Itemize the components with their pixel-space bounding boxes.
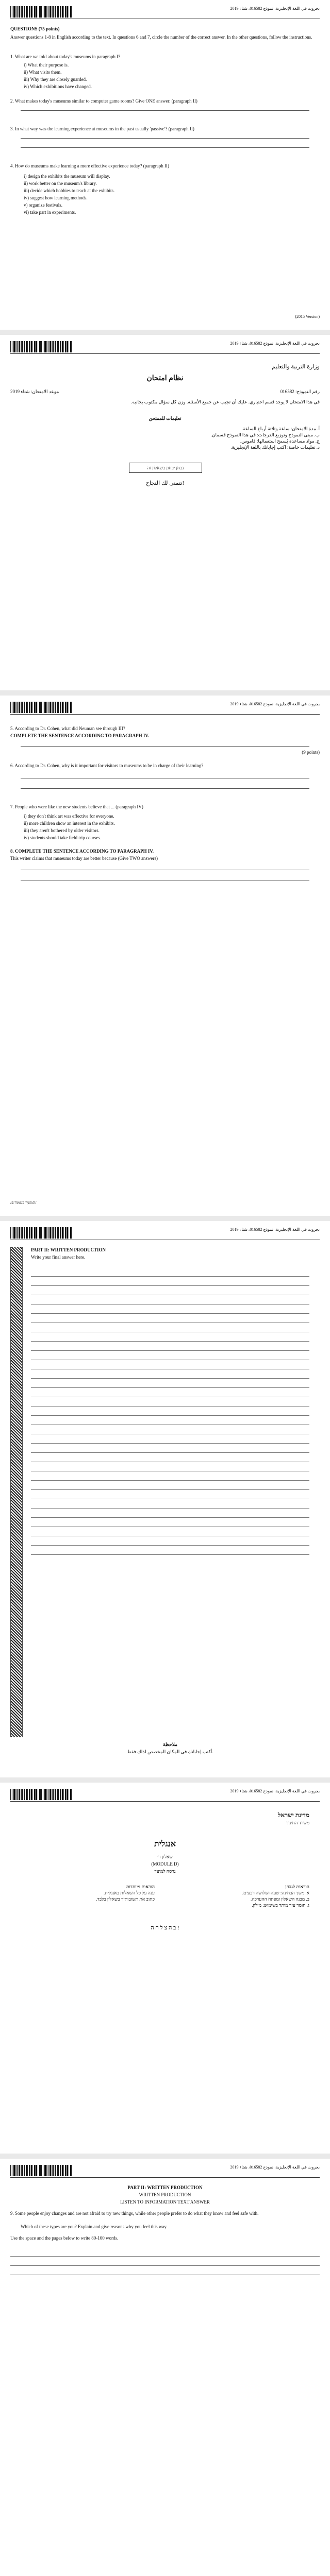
answer-line[interactable] [21, 147, 309, 148]
instruction-list [10, 426, 320, 450]
question-7-options [10, 812, 320, 842]
page-gap [0, 1216, 330, 1221]
writing-lines[interactable] [10, 2247, 320, 2278]
page-subtitle: Write your final answer here. [31, 1255, 86, 1260]
question-4: 4. How do museums make learning a more effective experience today? (paragraph II) [10, 163, 169, 168]
page-header [10, 1227, 320, 1241]
option[interactable]: iii) decide which hobbies to teach at the exhibits. [24, 188, 115, 193]
header-rule [10, 1801, 320, 1802]
option[interactable]: i) they don't think art was effective for everyone. [24, 814, 114, 819]
question-4-options [10, 172, 320, 216]
question-1: 1. What are we told about today's museums in paragraph I? [10, 54, 121, 59]
header-rule [10, 353, 320, 354]
page-gap [0, 1777, 330, 1783]
header-text: بجروت في اللغة الإنجليزية، نموذج 016582، شتاء 2019 [230, 1789, 320, 1793]
note-text: أكتب إجاباتك في المكان المخصص لذلك فقط. [127, 1749, 213, 1754]
exam-page-1 [0, 0, 330, 330]
answer-line[interactable] [21, 788, 309, 789]
ministry-name: משרד החינוך [286, 1820, 309, 1825]
form-label: שאלון ד׳ [157, 1854, 173, 1859]
notes-heading: הוראות לנבחן [285, 1884, 309, 1889]
page-gap [0, 2154, 330, 2159]
header-text: بجروت في اللغة الإنجليزية، نموذج 016582، شتاء 2019 [230, 341, 320, 346]
page-footer: /המשך בעמוד 4/ [10, 1200, 37, 1205]
question-2: 2. What makes today's museums similar to computer game rooms? Give ONE answer. (paragraph II) [10, 98, 197, 104]
barcode-icon [10, 341, 72, 352]
header-text: بجروت في اللغة الإنجليزية، نموذج 016582، شتاء 2019 [230, 6, 320, 11]
option[interactable]: v) organize festivals. [24, 202, 63, 208]
question-1-options [10, 61, 320, 91]
question-8: 8. COMPLETE THE SENTENCE ACCORDING TO PARAGRAPH IV. [10, 849, 154, 854]
exam-meta-date: موعد الامتحان: شتاء 2019 [10, 389, 59, 394]
header-text: بجروت في اللغة الإنجليزية، نموذج 016582، شتاء 2019 [230, 1227, 320, 1232]
question-7: 7. People who were like the new students believe that ... (paragraph IV) [10, 804, 143, 809]
option[interactable]: i) design the exhibits the museum will display. [24, 174, 110, 179]
barcode-icon [10, 1789, 72, 1800]
option[interactable]: iii) Why they are closely guarded. [24, 77, 87, 82]
page-gap [0, 330, 330, 335]
margin-pattern [10, 1247, 23, 1737]
question-3: 3. In what way was the learning experience at museums in the past usually 'passive'? (paragraph II) [10, 126, 194, 131]
question-6: 6. According to Dr. Cohen, why is it important for visitors to museums to be in charge of their learning? [10, 763, 204, 768]
notes-heading: הוראות מיוחדות [126, 1884, 155, 1889]
writing-lines[interactable] [31, 1267, 309, 1556]
instruction-item: أ. مدة الامتحان: ساعة وثلاثة أرباع الساعة. [241, 426, 320, 431]
page-header [10, 2165, 320, 2178]
exam-page-3 [0, 696, 330, 1216]
header-rule [10, 2177, 320, 2178]
option[interactable]: iv) Which exhibitions have changed. [24, 84, 92, 89]
instruction-item: د. تعليمات خاصة: اكتب إجاباتك باللغة الإنجليزية. [230, 445, 320, 450]
exam-page-4 [0, 1221, 330, 1777]
question-5-instruction: COMPLETE THE SENTENCE ACCORDING TO PARAGRAPH IV. [10, 733, 149, 738]
option[interactable]: iv) suggest how learning methods. [24, 195, 88, 200]
intro-text: Answer questions 1-8 in English according to the text. In questions 6 and 7, circle the number of the correct answer. In the other questions, follow the instructions. [10, 35, 312, 40]
notes-item: א. משך הבחינה: שעה ושלושה רבעים. [242, 1890, 309, 1895]
option[interactable]: vi) take part in experiments. [24, 210, 76, 215]
question-9-prompt: Which of these types are you? Explain and give reasons why you feel this way. [21, 2224, 168, 2229]
header-text: بجروت في اللغة الإنجليزية، نموذج 016582، شتاء 2019 [230, 702, 320, 706]
exam-page-2 [0, 335, 330, 690]
page-title: PART II: WRITTEN PRODUCTION [31, 1247, 106, 1252]
task-heading: LISTEN TO INFORMATION TEXT ANSWER [120, 2199, 210, 2205]
points: (9 points) [302, 750, 320, 755]
country-name: מדינת ישראל [277, 1811, 309, 1819]
barcode-icon [10, 702, 72, 713]
form-code: (MODULE D) [151, 1861, 179, 1867]
option[interactable]: iii) they aren't bothered by older visitors. [24, 828, 100, 833]
notice-stamp: נבחן יבחון בשאלון זה [129, 463, 202, 473]
notes-item: ענה על כל השאלות באנגלית. [103, 1890, 155, 1895]
good-luck: ב ה צ ל ח ה ! [151, 1925, 179, 1931]
question-9: 9. Some people enjoy changes and are not afraid to try new things, while other people prefer to do what they know and feel safe with. [10, 2211, 259, 2216]
header-text: بجروت في اللغة الإنجليزية، نموذج 016582، شتاء 2019 [230, 2165, 320, 2170]
answer-line[interactable] [21, 138, 309, 139]
question-8-text: This writer claims that museums today are better because (Give TWO answers) [10, 856, 158, 861]
special-notes [31, 1884, 155, 1902]
ministry-name: وزارة التربية والتعليم [272, 364, 320, 370]
page-header [10, 6, 320, 20]
option[interactable]: ii) work better on the museum's library. [24, 181, 97, 186]
question-9-instruction: Use the space and the pages below to write 80-100 words. [10, 2235, 119, 2241]
barcode-icon [10, 2165, 72, 2176]
option[interactable]: i) What their purpose is. [24, 62, 69, 67]
subject-title: אנגלית [154, 1840, 176, 1849]
header-rule [10, 714, 320, 715]
barcode-icon [10, 6, 72, 18]
notes-item: ב. מבנה השאלון ומפתח ההערכה. [251, 1896, 309, 1902]
page-footer: (2015 Version) [295, 314, 320, 319]
option[interactable]: iv) students should take field trip courses. [24, 835, 102, 840]
group-label: גרסה למועד [154, 1869, 176, 1874]
option[interactable]: ii) more children show an interest in the exhibits. [24, 821, 115, 826]
answer-line[interactable] [21, 110, 309, 111]
notes-item: כתוב את תשובותיך בשאלון בלבד. [96, 1896, 155, 1902]
part-subtitle: WRITTEN PRODUCTION [139, 2192, 191, 2197]
page-header [10, 1789, 320, 1802]
instruction-item: ج. مواد مساعدة يُسمح استعمالها: قاموس. [240, 438, 320, 444]
part-title: PART II: WRITTEN PRODUCTION [127, 2185, 203, 2190]
option[interactable]: ii) What visits them. [24, 70, 62, 75]
notes-item: ג. חומר עזר מותר בשימוש: מילון. [252, 1903, 309, 1908]
instruction-item: ب. مبنى النموذج وتوزيع الدرجات: في هذا النموذج قسمان. [210, 432, 320, 437]
page-header [10, 702, 320, 715]
question-5: 5. According to Dr. Cohen, what did Neuman see through III? [10, 726, 125, 731]
page-header [10, 341, 320, 354]
exam-page-5 [0, 1783, 330, 2154]
answer-line[interactable] [21, 746, 309, 747]
barcode-icon [10, 1227, 72, 1239]
intro-paragraph: في هذا الامتحان لا يوجد قسم اختياري. عليك أن تجيب عن جميع الأسئلة. وزن كل سؤال مكتوب بجانبه. [131, 399, 320, 404]
good-luck: نتمنى لك النجاح! [145, 480, 185, 486]
sub-heading: تعليمات للممتحن [148, 416, 182, 421]
notes-list [175, 1884, 309, 1908]
page-gap [0, 690, 330, 696]
note-label: ملاحظة [163, 1742, 177, 1747]
exam-page-6 [0, 2159, 330, 2576]
exam-title: نظام امتحان [146, 375, 184, 382]
page-title: QUESTIONS (75 points) [10, 26, 60, 31]
exam-meta-form: رقم النموذج: 016582 [280, 389, 320, 394]
